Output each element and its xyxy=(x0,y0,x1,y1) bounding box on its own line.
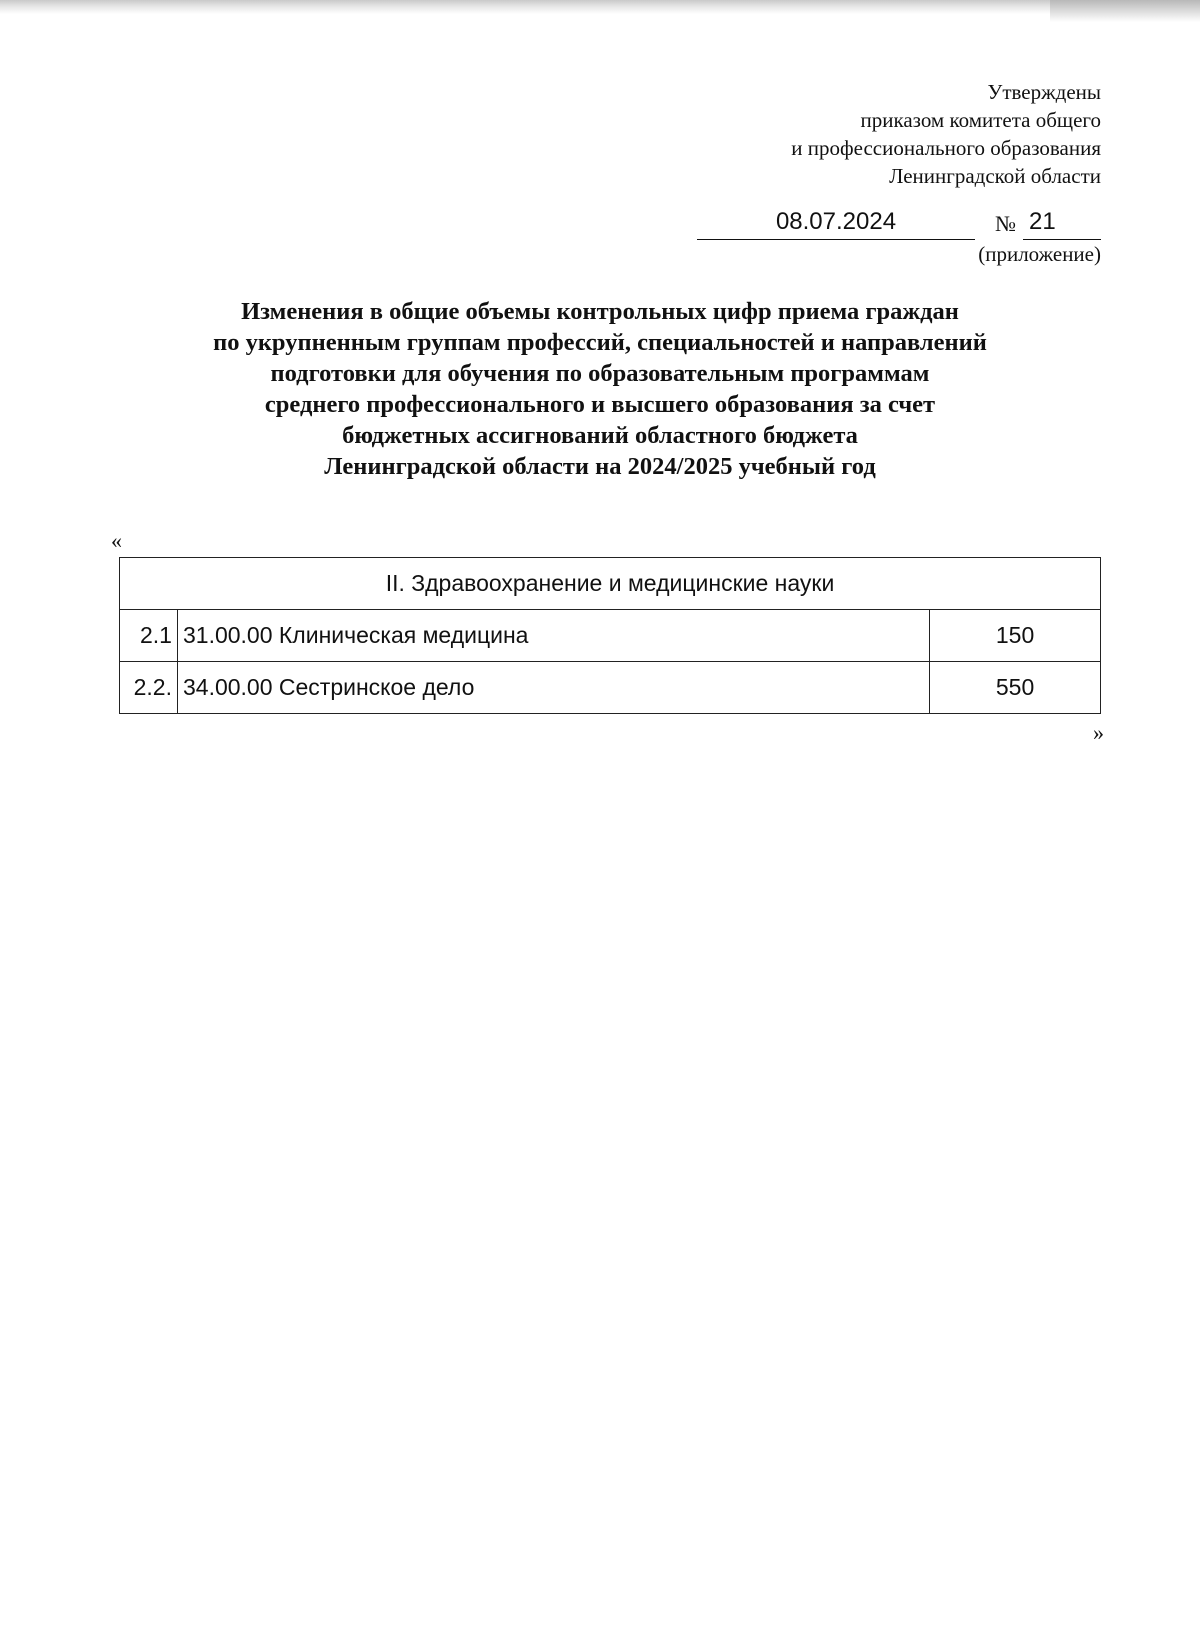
table-row xyxy=(120,662,1101,714)
approval-line: Утверждены xyxy=(987,80,1101,104)
approval-line: и профессионального образования xyxy=(791,136,1101,160)
title-line: Ленинградской области на 2024/2025 учебный год xyxy=(324,453,876,480)
order-number-sign: № xyxy=(995,211,1016,236)
row-number: 2.1 xyxy=(120,610,178,662)
approval-line: приказом комитета общего xyxy=(860,108,1101,132)
order-date: 08.07.2024 xyxy=(697,205,975,240)
title-line: Изменения в общие объемы контрольных цифр приема граждан xyxy=(241,298,959,325)
approval-line: Ленинградской области xyxy=(889,164,1101,188)
approval-block xyxy=(791,78,1101,190)
title-line: по укрупненным группам профессий, специальностей и направлений xyxy=(213,329,987,356)
title-line: среднего профессионального и высшего образования за счет xyxy=(264,391,936,418)
table-row xyxy=(120,610,1101,662)
section-header-row xyxy=(120,558,1101,610)
row-name: 31.00.00 Клиническая медицина xyxy=(177,610,929,662)
title-line: бюджетных ассигнований областного бюджета xyxy=(342,422,858,449)
scan-corner-shadow xyxy=(1050,0,1200,22)
row-number: 2.2. xyxy=(120,662,178,714)
order-reference xyxy=(697,205,1101,241)
order-caption: (приложение) xyxy=(978,242,1101,266)
title-line: подготовки для обучения по образовательным программам xyxy=(270,360,930,387)
closing-quote: » xyxy=(1093,720,1104,745)
opening-quote: « xyxy=(111,528,122,553)
scan-top-edge xyxy=(0,0,1200,14)
row-name: 34.00.00 Сестринское дело xyxy=(177,662,929,714)
order-number: 21 xyxy=(1023,205,1101,240)
admission-table xyxy=(119,557,1101,714)
row-value: 150 xyxy=(930,610,1101,662)
row-value: 550 xyxy=(930,662,1101,714)
section-header: II. Здравоохранение и медицинские науки xyxy=(120,558,1101,610)
document-title xyxy=(100,296,1100,482)
